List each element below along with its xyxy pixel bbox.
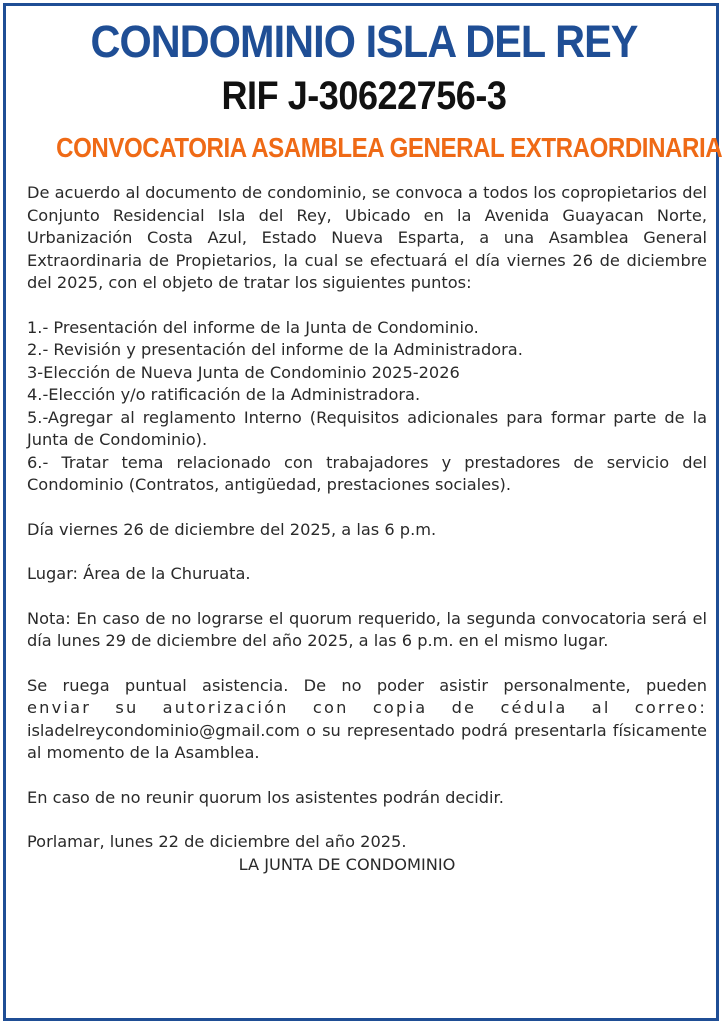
agenda-item: 6.- Tratar tema relacionado con trabajadores y prestadores de servicio del Condominio (Contratos, antigüedad, prestaciones sociales). xyxy=(27,452,707,494)
request-line-2: enviar su autorización con copia de cédula al correo: xyxy=(27,698,707,717)
agenda-item: 4.-Elección y/o ratificación de la Administradora. xyxy=(27,385,421,404)
document-subtitle: CONVOCATORIA ASAMBLEA GENERAL EXTRAORDINARIA xyxy=(56,132,722,163)
place-and-date: Porlamar, lunes 22 de diciembre del año 2025. xyxy=(27,832,407,851)
meeting-place: Lugar: Área de la Churuata. xyxy=(27,564,251,583)
request-line-3: isladelreycondominio@gmail.com o su representado podrá presentarla físicamente al momento de la Asamblea. xyxy=(27,720,707,762)
quorum-note: Nota: En caso de no lograrse el quorum requerido, la segunda convocatoria será el día lunes 29 de diciembre del año 2025, a las 6 p.m. en el mismo lugar. xyxy=(27,608,707,650)
agenda-item: 3-Elección de Nueva Junta de Condominio 2025-2026 xyxy=(27,362,460,382)
signature: LA JUNTA DE CONDOMINIO xyxy=(238,854,456,874)
agenda-list xyxy=(27,317,707,497)
request-line-1: Se ruega puntual asistencia. De no poder asistir personalmente, pueden xyxy=(27,675,707,695)
rif-number: RIF J-30622756-3 xyxy=(221,74,507,118)
agenda-item: 2.- Revisión y presentación del informe de la Administradora. xyxy=(27,340,523,359)
agenda-item: 5.-Agregar al reglamento Interno (Requisitos adicionales para formar parte de la Junta de Condominio). xyxy=(27,407,707,449)
document-frame xyxy=(3,3,722,1021)
intro-paragraph: De acuerdo al documento de condominio, se convoca a todos los copropietarios del Conjunto Residencial Isla del Rey, Ubicado en la Avenida Guayacan Norte, Urbanización Costa Azul, Estado Nueva Esparta, a una Asamblea General Extraordinaria de Propietarios, la cual se efectuará el día viernes 26 de diciembre del 2025, con el objeto de tratar los siguientes puntos: xyxy=(27,183,707,292)
document-body xyxy=(27,182,707,876)
no-quorum-note: En caso de no reunir quorum los asistentes podrán decidir. xyxy=(27,787,504,807)
meeting-date: Día viernes 26 de diciembre del 2025, a las 6 p.m. xyxy=(27,519,437,539)
page-title: CONDOMINIO ISLA DEL REY xyxy=(90,16,638,67)
agenda-item: 1.- Presentación del informe de la Junta de Condominio. xyxy=(27,317,479,337)
